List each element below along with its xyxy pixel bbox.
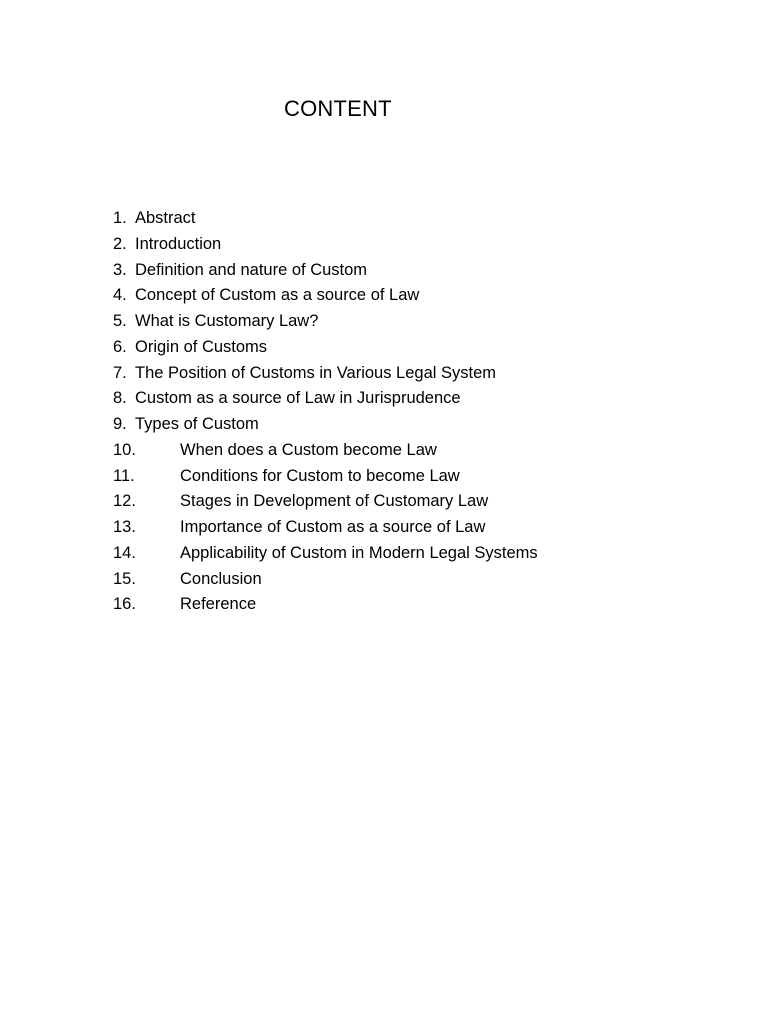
toc-item-text: Reference [180,595,257,614]
toc-item-abstract [113,207,538,233]
toc-item-number: 13. [113,518,136,536]
toc-item-number: 2. [113,234,127,253]
toc-item-jurisprudence [113,387,538,413]
toc-item-text: Conclusion [180,569,262,588]
toc-item-number: 4. [113,286,127,305]
toc-item-number: 8. [113,389,127,408]
toc-item-number: 9. [113,415,127,433]
toc-item-text: When does a Custom become Law [180,440,437,459]
toc-item-text: Abstract [135,209,196,227]
toc-item-text: Stages in Development of Customary Law [180,492,489,511]
toc-item-conclusion [113,568,538,594]
toc-item-customary-law [113,310,538,336]
toc-item-number: 16. [113,595,136,614]
toc-item-concept [113,284,538,310]
toc-item-number: 11. [113,466,135,485]
toc-item-conditions [113,465,538,491]
toc-item-text: Concept of Custom as a source of Law [135,286,420,305]
toc-item-origin [113,336,538,362]
toc-item-text: Applicability of Custom in Modern Legal Systems [180,543,538,562]
toc-item-become-law [113,439,538,465]
toc-item-text: What is Customary Law? [135,312,319,330]
toc-item-text: Origin of Customs [135,337,268,356]
toc-item-reference [113,593,538,619]
toc-item-stages [113,490,538,516]
toc-item-text: Definition and nature of Custom [135,260,368,279]
toc-item-number: 1. [113,209,127,227]
toc-item-number: 12. [113,492,136,511]
toc-item-text: Conditions for Custom to become Law [180,466,460,485]
page-title: CONTENT [284,96,392,121]
table-of-contents [113,207,538,619]
toc-item-definition [113,259,538,285]
toc-item-number: 6. [113,337,127,356]
toc-item-number: 10. [113,440,136,459]
toc-item-text: Introduction [135,234,222,253]
toc-item-introduction [113,233,538,259]
toc-item-importance [113,516,538,542]
toc-item-types [113,413,538,439]
toc-item-number: 15. [113,569,136,588]
toc-item-position [113,362,538,388]
toc-item-number: 3. [113,260,127,279]
toc-item-text: Types of Custom [135,415,259,433]
toc-item-number: 14. [113,543,136,562]
toc-item-applicability [113,542,538,568]
toc-item-number: 5. [113,312,127,330]
toc-item-text: Custom as a source of Law in Jurisprudence [135,389,461,408]
toc-item-number: 7. [113,363,127,382]
toc-item-text: The Position of Customs in Various Legal System [135,363,497,382]
toc-item-text: Importance of Custom as a source of Law [180,518,486,536]
